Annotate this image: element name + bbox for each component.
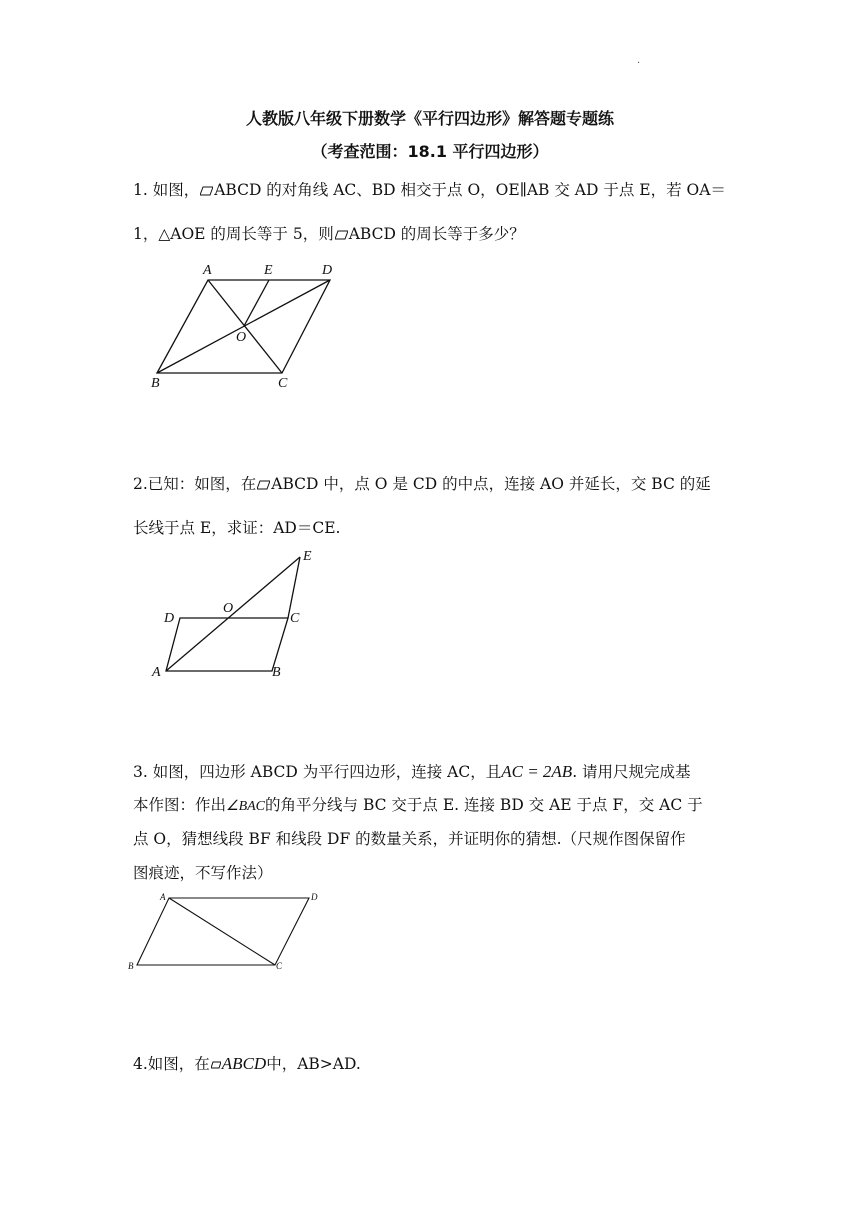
- q2-label-b: B: [272, 665, 281, 680]
- q3-line1: [133, 760, 691, 782]
- q3-equation: AC = 2AB: [501, 762, 573, 781]
- q1-line2-rest: ABCD 的周长等于多少？: [348, 225, 525, 243]
- parallelogram-icon: [200, 186, 213, 195]
- q4-rest: 中，AB>AD.: [266, 1055, 361, 1073]
- q3-line2-rest: 的角平分线与 BC 交于点 E. 连接 BD 交 AE 于点 F，交 AC 于: [265, 796, 703, 814]
- q1-line2: [133, 222, 525, 244]
- q3-line3: 点 O，猜想线段 BF 和线段 DF 的数量关系，并证明你的猜想.（尺规作图保留作: [133, 830, 686, 848]
- q2-line1-start: 2.已知：如图，在: [133, 475, 257, 493]
- q2-line1-rest: ABCD 中，点 O 是 CD 的中点，连接 AO 并延长，交 BC 的延: [271, 475, 711, 493]
- q1-figure: [140, 258, 360, 394]
- parallelogram-icon: [211, 1061, 221, 1069]
- q2-line1: [133, 472, 711, 494]
- q1-label-d: D: [322, 263, 333, 278]
- q4-start: 4.如图，在: [133, 1055, 210, 1073]
- q1-line1-rest: ABCD 的对角线 AC、BD 相交于点 O，OE∥AB 交 AD 于点 E，若 OA＝: [214, 181, 726, 199]
- q2-label-d: D: [164, 611, 175, 626]
- q3-label-a: A: [160, 892, 166, 902]
- q3-line4: 图痕迹，不写作法）: [133, 864, 273, 882]
- page-subtitle: （考查范围：18.1 平行四边形）: [311, 142, 549, 161]
- q4-line1: [133, 1052, 361, 1074]
- q3-label-d: D: [311, 892, 318, 902]
- q3-line2-start: 本作图：作出: [133, 796, 227, 814]
- q1-line1-start: 1. 如图，: [133, 181, 200, 199]
- q3-line1-start: 3. 如图，四边形 ABCD 为平行四边形，连接 AC，且: [133, 763, 502, 781]
- q1-line2-start: 1，△AOE 的周长等于 5，则: [133, 225, 334, 243]
- q2-line2: 长线于点 E，求证：AD＝CE.: [133, 519, 341, 537]
- corner-mark: ·: [637, 58, 641, 69]
- q1-diagonal-ac: [208, 280, 282, 373]
- q2-label-c: C: [290, 611, 300, 626]
- q3-line1-rest: . 请用尺规完成基: [572, 763, 691, 781]
- q3-angle: ∠BAC: [226, 799, 266, 814]
- q1-label-a: A: [203, 263, 212, 278]
- q1-label-e: E: [264, 263, 273, 278]
- q3-diagonal-ac: [169, 898, 275, 965]
- q2-figure: [148, 544, 328, 682]
- q2-label-o: O: [223, 601, 234, 616]
- q2-label-e: E: [303, 549, 312, 564]
- q2-label-a: A: [152, 665, 161, 680]
- q4-math: ABCD: [221, 1054, 267, 1073]
- parallelogram-icon: [257, 480, 270, 489]
- q2-parallelogram: [166, 618, 288, 671]
- parallelogram-icon: [335, 230, 348, 239]
- q1-label-c: C: [278, 376, 288, 391]
- page-title: 人教版八年级下册数学《平行四边形》解答题专题练: [245, 109, 614, 128]
- q3-line2: [133, 793, 703, 815]
- q3-figure: [126, 890, 326, 972]
- q1-label-b: B: [151, 376, 160, 391]
- q1-label-o: O: [236, 330, 247, 345]
- q3-label-b: B: [128, 961, 134, 971]
- q3-label-c: C: [276, 961, 283, 971]
- q1-line1: [133, 178, 726, 200]
